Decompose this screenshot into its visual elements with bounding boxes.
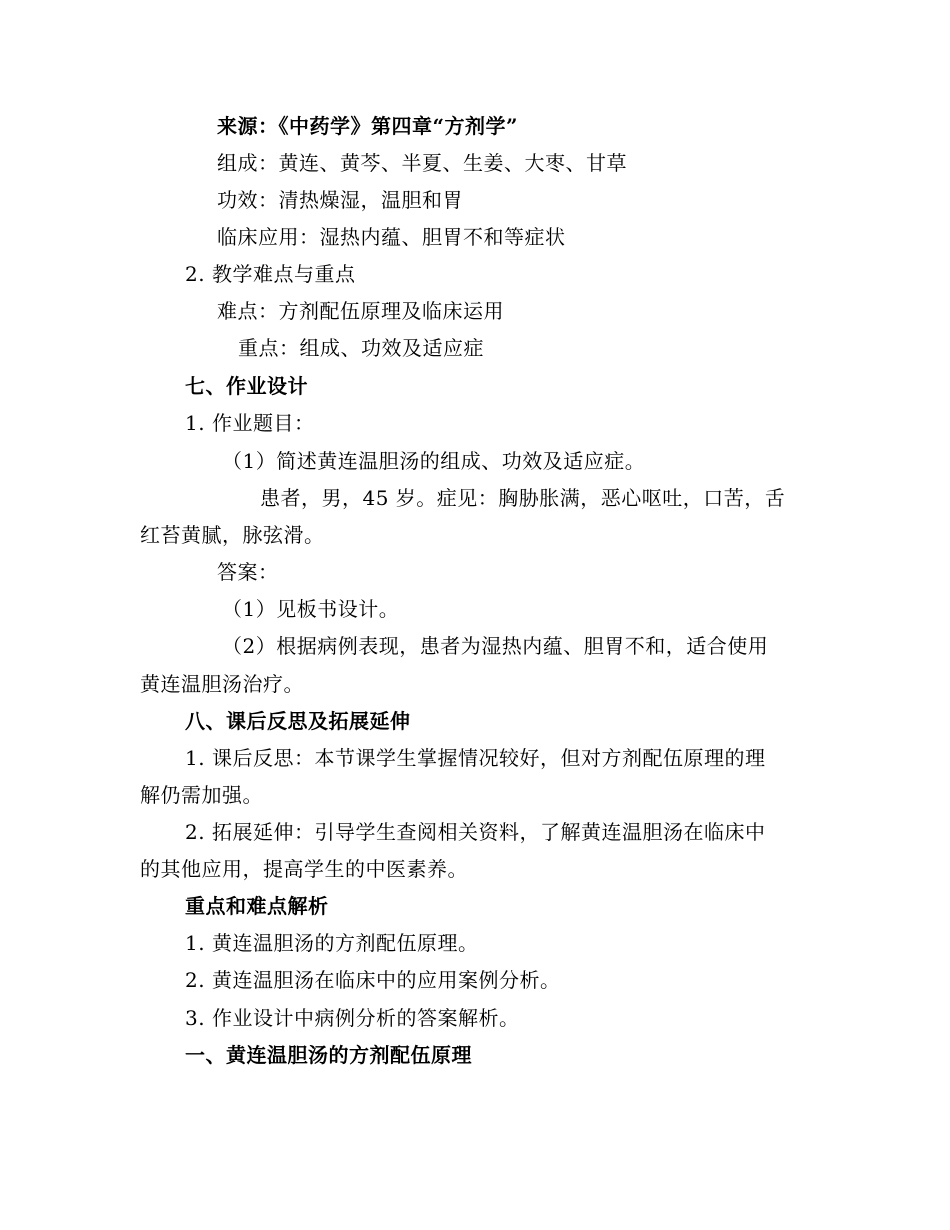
analysis-item-1: 1. 黄连温胆汤的方剂配伍原理。: [185, 931, 479, 955]
efficacy-line: 功效：清热燥湿，温胆和胃: [217, 188, 463, 212]
extension-line-2: 的其他应用，提高学生的中医素养。: [140, 857, 468, 881]
section-formula-principle-heading: 一、黄连温胆汤的方剂配伍原理: [185, 1043, 472, 1067]
answer-label: 答案：: [217, 560, 279, 584]
case-line-2: 红苔黄腻，脉弦滑。: [140, 523, 325, 547]
answer-2-line-2: 黄连温胆汤治疗。: [140, 672, 304, 696]
extension-line-1: 2. 拓展延伸：引导学生查阅相关资料，了解黄连温胆汤在临床中: [185, 820, 766, 844]
answer-2-line-1: （2）根据病例表现，患者为湿热内蕴、胆胃不和，适合使用: [222, 634, 769, 658]
section-reflection-heading: 八、课后反思及拓展延伸: [185, 709, 411, 733]
composition-line: 组成：黄连、黄芩、半夏、生姜、大枣、甘草: [217, 151, 627, 175]
case-line-1: 患者，男，45 岁。症见：胸胁胀满，恶心呕吐，口苦，舌: [260, 486, 786, 510]
analysis-item-2: 2. 黄连温胆汤在临床中的应用案例分析。: [185, 968, 561, 992]
teaching-key-points-heading: 2. 教学难点与重点: [185, 262, 356, 286]
clinical-use-line: 临床应用：湿热内蕴、胆胃不和等症状: [217, 225, 566, 249]
key-point-line: 重点：组成、功效及适应症: [238, 336, 484, 360]
homework-questions-line: 1. 作业题目：: [185, 411, 315, 435]
reflection-line-1: 1. 课后反思：本节课学生掌握情况较好，但对方剂配伍原理的理: [185, 746, 766, 770]
section-homework-heading: 七、作业设计: [185, 374, 308, 398]
reflection-line-2: 解仍需加强。: [140, 783, 263, 807]
question-1-line: （1）简述黄连温胆汤的组成、功效及适应症。: [222, 449, 646, 473]
analysis-item-3: 3. 作业设计中病例分析的答案解析。: [185, 1006, 520, 1030]
analysis-heading: 重点和难点解析: [185, 894, 329, 918]
answer-1-line: （1）见板书设计。: [222, 597, 400, 621]
difficulty-line: 难点：方剂配伍原理及临床运用: [217, 299, 504, 323]
source-line: 来源：《中药学》第四章“方剂学”: [217, 114, 519, 138]
